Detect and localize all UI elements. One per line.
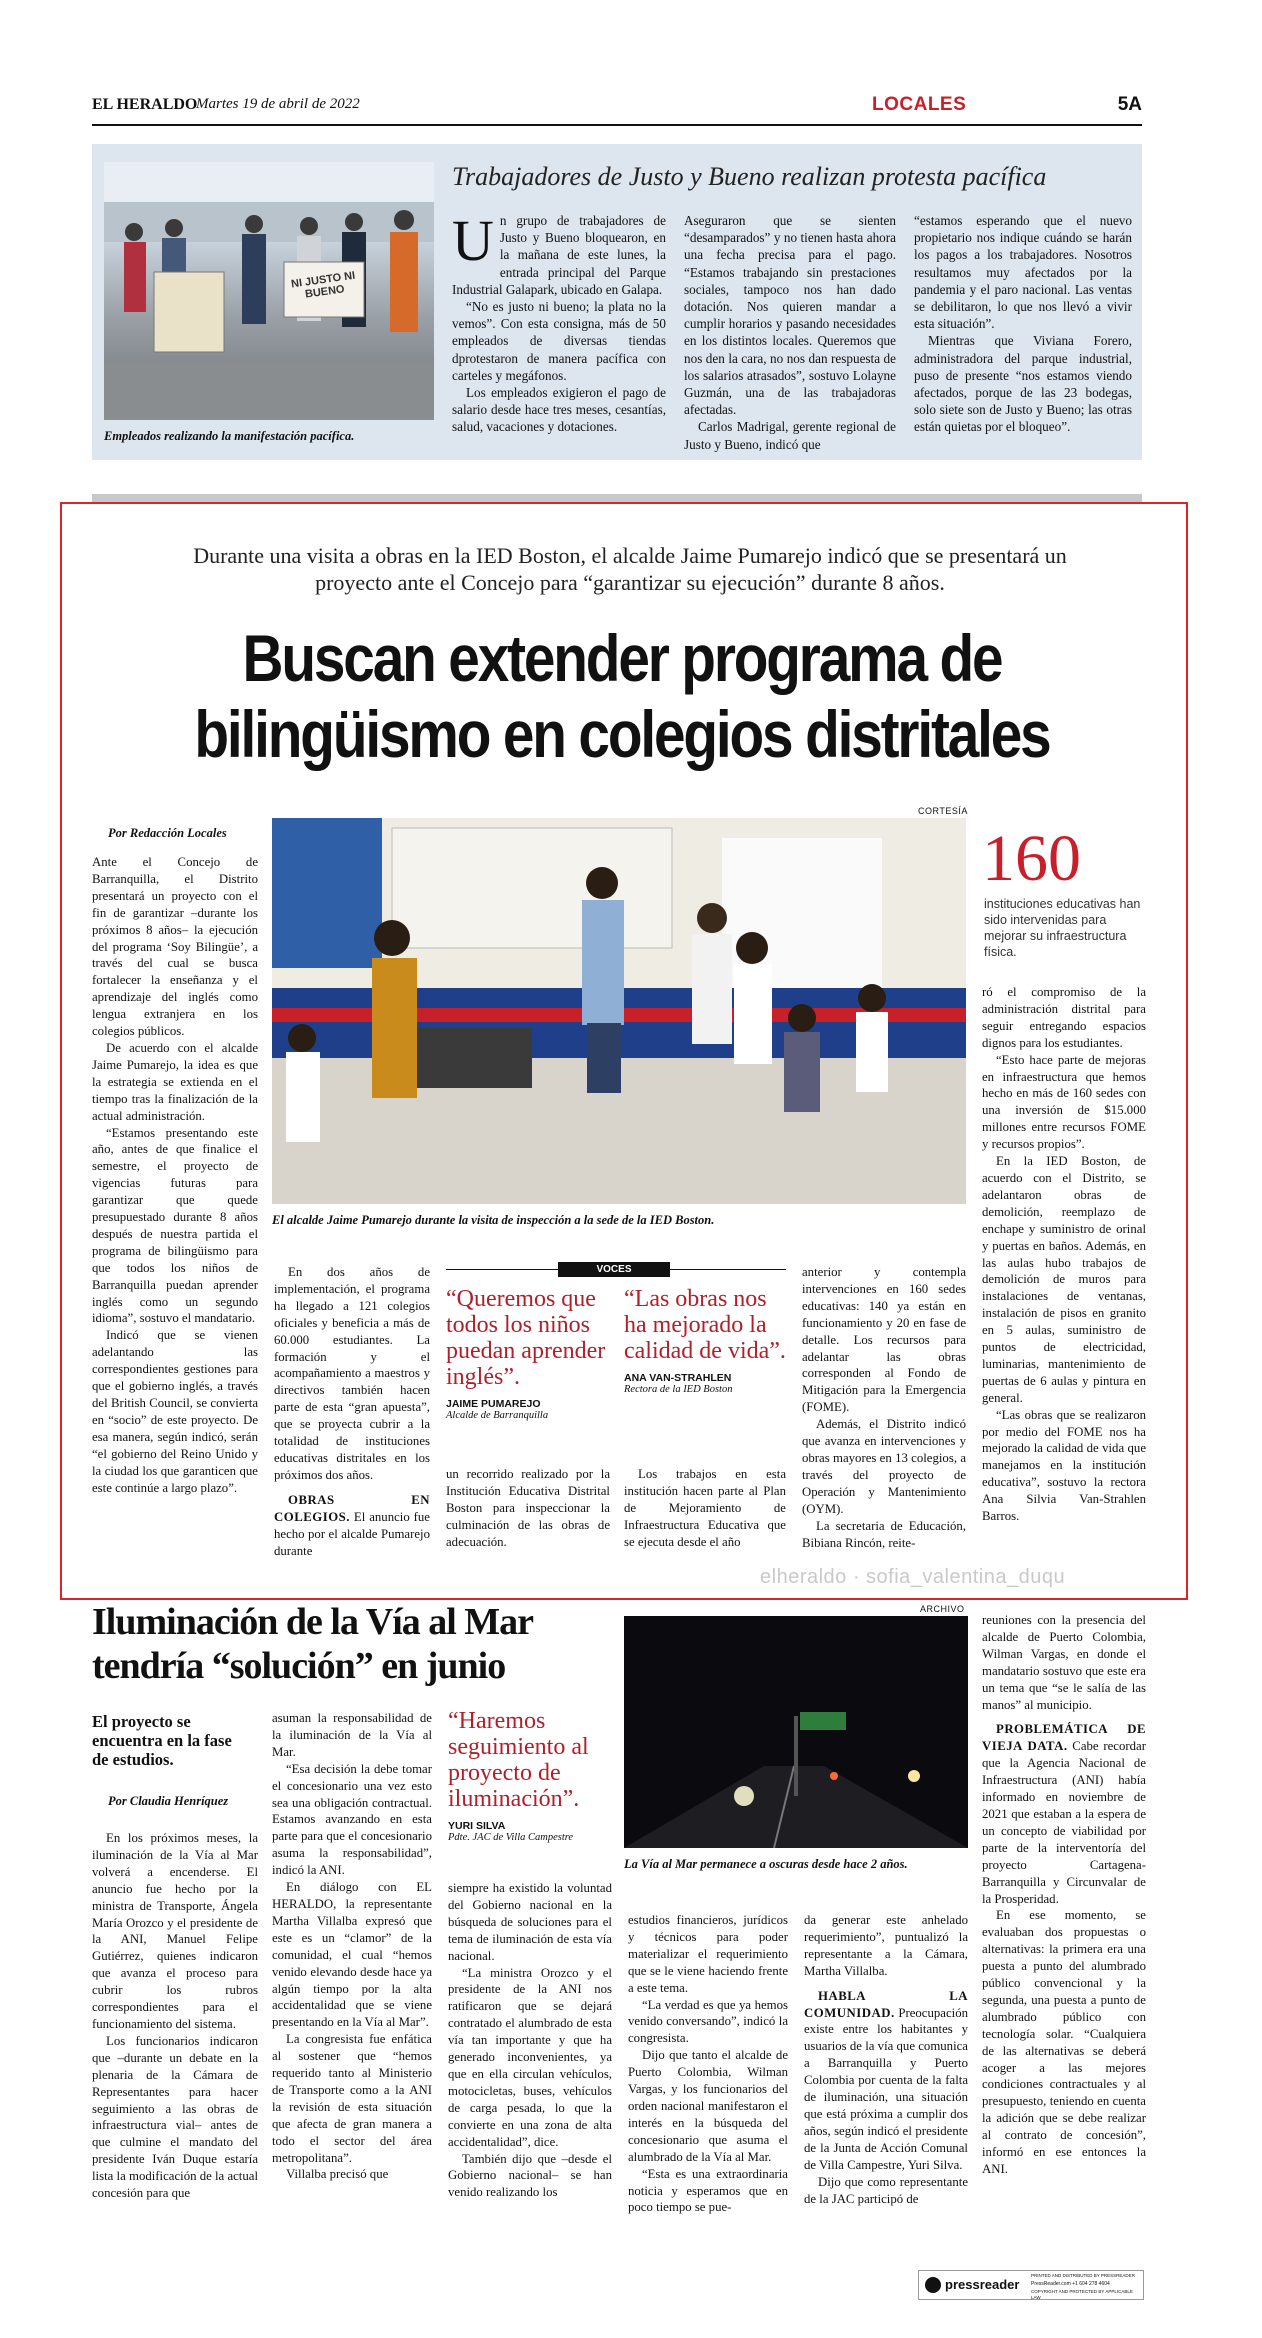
- paragraph: En dos años de implementación, el programa ha llegado a 121 colegios oficiales y beneficia a más de 60.000 estudiantes. La formación y el acompañamiento a maestros y directivos también hacen parte de esta “gran apuesta”, que se proyecta cubrir a la totalidad de instituciones educativas distritales en los próximos dos años.: [274, 1265, 430, 1482]
- paragraph: También dijo que –desde el Gobierno nacional– se han venido realizando los: [448, 2151, 612, 2200]
- quote-1-text: “Queremos que todos los niños puedan aprender inglés”.: [446, 1286, 606, 1390]
- bottom-col-6: [982, 1612, 1146, 2178]
- paragraph: En ese momento, se evaluaban dos propuestas o alternativas: la primera era una puesta a punto del alumbrado público convencional y la segunda, una puesta a punto de alumbrado público con tecnología solar. “Cualquiera de las alternativas se deberá acoger a las mejores condiciones contractuales y al presupuesto, teniendo en cuenta la adición que se debe realizar al contrato de concesión”, informó en ese entonces la ANI.: [982, 1908, 1146, 2176]
- subhead-text: Preocupación existe entre los habitantes y usuarios de la vía que comunica a Barranquilla y Puerto Colombia por cuenta de la falta de iluminación, una situación que está próxima a cumplir dos años, según indicó el presidente de la Junta de Acción Comunal de Villa Campestre, Yuri Silva.: [804, 2005, 968, 2172]
- paragraph: La secretaria de Educación, Bibiana Rincón, reite-: [802, 1518, 966, 1550]
- quote-1-role: Alcalde de Barranquilla: [446, 1410, 549, 1421]
- quote-2: [624, 1286, 786, 1395]
- watermark: elheraldo · sofia_valentina_duqu: [760, 1566, 1066, 1588]
- bottom-col-2: [272, 1710, 432, 2183]
- top-col-1: [452, 208, 666, 436]
- top-col-2: [684, 212, 896, 453]
- paragraph: Los empleados exigieron el pago de salario desde hace tres meses, cesantías, salud, vacaciones y dotaciones.: [452, 385, 666, 435]
- subhead: HABLA LA COMUNIDAD.: [804, 1988, 968, 2020]
- subhead-text: Cabe recordar que la Agencia Nacional de Infraestructura (ANI) había informado en noviembre de 2021 que estaban a la espera de un concepto de viabilidad por parte de la interventoría del proyecto Cartagena-Barranquilla y Circunvalar de la Prosperidad.: [982, 1739, 1146, 1906]
- school-visit-photo: [272, 818, 966, 1204]
- stat-number: 160: [982, 822, 1081, 895]
- paragraph: ró el compromiso de la administración distrital para seguir entregando espacios dignos para los estudiantes.: [982, 985, 1146, 1050]
- paragraph: “Estamos presentando este año, antes de que finalice el semestre, el proyecto de vigencias futuras para garantizar que quede presupuestado durante 8 años después de nuestra partida el programa de bilingüismo para que todos los niños de Barranquilla puedan aprender inglés como un segundo idioma”, sostuvo el mandatario.: [92, 1125, 258, 1326]
- paragraph: En diálogo con EL HERALDO, la representante Martha Villalba expresó que este es un “clamor” de la comunidad, el cual “hemos venido elevando desde hace ya algún tiempo por la alta accidentalidad que se viene presentando en la Vía al Mar”.: [272, 1880, 432, 2030]
- paragraph: [274, 1492, 430, 1560]
- newspaper-name: EL HERALDO: [92, 96, 198, 113]
- subhead-text: El anuncio fue hecho por el alcalde Pumarejo durante: [274, 1509, 430, 1558]
- main-col-6: [982, 984, 1146, 1525]
- protest-sign-text: NI JUSTO NI BUENO: [290, 269, 356, 301]
- main-headline-2: bilingüismo en colegios distritales: [194, 697, 1050, 771]
- paragraph: [982, 1721, 1146, 1907]
- paragraph: estudios financieros, jurídicos y técnicos para poder materializar el requerimiento que se le viene haciendo frente a este tema.: [628, 1913, 788, 1995]
- main-byline: Por Redacción Locales: [108, 826, 227, 840]
- quote-2-text: “Las obras nos ha mejorado la calidad de vida”.: [624, 1286, 786, 1364]
- paragraph: “La ministra Orozco y el presidente de la ANI nos ratificaron que se dejará contratado el alumbrado de esta vía tan importante y que ha generado inconvenientes, ya que en ella circulan vehículos, motocicletas, buses, vehículos de carga pesada, lo que la convierte en una zona de alta accidentalidad”, dice.: [448, 1965, 612, 2149]
- quote-2-role: Rectora de la IED Boston: [624, 1384, 733, 1395]
- paragraph: n grupo de trabajadores de Justo y Bueno bloquearon, en la mañana de este lunes, la entrada principal del Parque Industrial Galapark, ubicado en Galapa.: [452, 213, 666, 297]
- paragraph: Ante el Concejo de Barranquilla, el Distrito presentará un proyecto con el fin de garantizar –durante los próximos 8 años– la ejecución del programa ‘Soy Bilingüe’, a través del cual se busca fortalecer la enseñanza y el aprendizaje del inglés como lengua extranjera en los colegios públicos.: [92, 855, 258, 1039]
- main-col-1: [92, 854, 258, 1496]
- quote-1-name: JAIME PUMAREJO: [446, 1398, 541, 1410]
- classroom-illustration: [272, 818, 966, 1204]
- paragraph: “Las obras que se realizaron por medio del FOME nos ha mejorado la calidad de vida que manejamos en la institución educativa”, sostuvo la rectora Ana Silvia Van-Strahlen Barros.: [982, 1407, 1146, 1524]
- printed-note: PRINTED AND DISTRIBUTED BY PRESSREADER: [1031, 2273, 1135, 2278]
- bottom-photo-credit: ARCHIVO: [920, 1604, 965, 1614]
- paragraph: Mientras que Viviana Forero, administradora del parque industrial, puso de presente “nos estamos viendo afectados, porque de las 23 bodegas, solo siete son de Justo y Bueno; las otras están quietas por el bloqueo”.: [914, 333, 1132, 435]
- paragraph: reuniones con la presencia del alcalde de Puerto Colombia, Wilman Vargas, en donde el mandatario sostuvo que este era un tema que “se le salía de las manos” al municipio.: [982, 1613, 1146, 1712]
- paragraph: Aseguraron que se sienten “desamparados” y no tienen hasta ahora una fecha precisa para el pago. “Estamos trabajando sin prestaciones sociales, tampoco nos han dado dotación. Nos quieren mandar a cumplir horarios y pasando necesidades en los distintos locales. Queremos que nos den la cara, no nos dan respuesta de los salarios atrasados”, sostuvo Lolayne Guzmán, una de las trabajadoras afectadas.: [684, 213, 896, 418]
- paragraph: “No es justo ni bueno; la plata no la vemos”. Con esta consigna, más de 50 empleados de diversas tiendas dprotestaron de manera pacífica con carteles y megáfonos.: [452, 299, 666, 383]
- issue-date: Martes 19 de abril de 2022: [196, 96, 360, 112]
- photo-credit: CORTESÍA: [918, 806, 968, 816]
- bottom-headline-2: tendría “solución” en junio: [92, 1645, 506, 1687]
- masthead-bar: [92, 96, 1142, 122]
- paragraph: “Esta es una extraordinaria noticia y esperamos que en poco tiempo se pue-: [628, 2166, 788, 2215]
- bottom-byline: Por Claudia Henríquez: [108, 1794, 229, 1808]
- quote-1: [446, 1286, 611, 1421]
- paragraph: Dijo que como representante de la JAC participó de: [804, 2174, 968, 2206]
- bottom-headline-1: Iluminación de la Vía al Mar: [92, 1601, 534, 1643]
- header-rule: [92, 124, 1142, 126]
- paragraph: [804, 1988, 968, 2174]
- section-name: LOCALES: [872, 94, 967, 115]
- voces-label: VOCES: [558, 1262, 670, 1277]
- paragraph: siempre ha existido la voluntad del Gobierno nacional en la búsqueda de soluciones para el tema de iluminación de esta vía nacional.: [448, 1881, 612, 1963]
- bottom-quote-name: YURI SILVA: [448, 1820, 506, 1832]
- paragraph: “estamos esperando que el nuevo propietario nos indique cuándo se harán los pagos a los trabajadores. Nosotros resultamos muy afectados por la pandemia y el paro nacional. Las ventas se debilitaron, lo que nos llevó a vivir esta situación”.: [914, 213, 1132, 332]
- pressreader-icon: [925, 2277, 941, 2293]
- page-number: 5A: [1117, 94, 1142, 115]
- main-col-5: [802, 1264, 966, 1551]
- main-deck: Durante una visita a obras en la IED Boston, el alcalde Jaime Pumarejo indicó que se presentará un proyecto ante el Concejo para “garantizar su ejecución” durante 8 años.: [193, 543, 1067, 595]
- bottom-col-3: [448, 1880, 612, 2201]
- stat-text: instituciones educativas han sido intervenidas para mejorar su infraestructura física.: [984, 897, 1141, 959]
- paragraph: La congresista fue enfática al sostener que “hemos requerido tanto al Ministerio de Transporte como a la ANI la revisión de esta situación que afecta de gran manera a todo el sector del área metropolitana”.: [272, 2032, 432, 2165]
- bottom-quote: [448, 1708, 608, 1843]
- main-col-4: [624, 1466, 786, 1551]
- voces-box: [446, 1262, 786, 1421]
- night-road-illustration: [624, 1616, 968, 1848]
- copyright-note: COPYRIGHT AND PROTECTED BY APPLICABLE LAW: [1031, 2289, 1133, 2300]
- paragraph: “La verdad es que ya hemos venido conversando”, indicó la congresista.: [628, 1997, 788, 2046]
- paragraph: Carlos Madrigal, gerente regional de Justo y Bueno, indicó que: [684, 419, 896, 452]
- paragraph: En la IED Boston, de acuerdo con el Distrito, se adelantaron obras de demolición, reemplazo de enchape y suministro de orinal y puertas en baños. Además, en las aulas hubo trabajos de demolición de muros para instalaciones de ventanas, instalación de pisos en granito en 5 aulas, suministro de puntos de electricidad, luminarias, mantenimiento de puertas de 6 aulas y pintura en general.: [982, 1154, 1146, 1405]
- protest-photo: [104, 162, 434, 420]
- paragraph: En los próximos meses, la iluminación de la Vía al Mar volverá a encenderse. El anuncio fue hecho por la ministra de Transporte, Ángela María Orozco y el presidente de la ANI, Manuel Felipe Gutiérrez, quienes indicaron que avanza el proceso para cubrir los rubros correspondientes para el funcionamiento del sistema.: [92, 1831, 258, 2031]
- paragraph: Los funcionarios indicaron que –durante un debate en la plenaria de la Cámara de Representantes para hacer seguimiento a las obras de infraestructura vial– antes de que culmine el mandato del presidente Iván Duque estaría lista la modificación de la actual concesión para que: [92, 2033, 258, 2201]
- main-col-2: [274, 1264, 430, 1559]
- paragraph: De acuerdo con el alcalde Jaime Pumarejo, la idea es que la estrategia se extienda en el tiempo tras la finalización de la actual administración.: [92, 1040, 258, 1123]
- paragraph: asuman la responsabilidad de la iluminación de la Vía al Mar.: [272, 1711, 432, 1759]
- paragraph: Dijo que tanto el alcalde de Puerto Colombia, Wilman Vargas, y los funcionarios del orden nacional manifestaron el interés en la búsqueda del concesionario que asuma el alumbrado de la Vía al Mar.: [628, 2048, 788, 2164]
- paragraph: Los trabajos en esta institución hacen parte al Plan de Mejoramiento de Infraestructura Educativa que se ejecuta desde el año: [624, 1467, 786, 1549]
- quote-2-name: ANA VAN-STRAHLEN: [624, 1372, 732, 1384]
- paragraph: “Esa decisión la debe tomar el concesionario una vez esto sea una obligación contractual. Estamos avanzando en esta parte para que el concesionario asuma la responsabilidad”, indicó la ANI.: [272, 1761, 432, 1878]
- subhead: OBRAS EN COLEGIOS.: [274, 1492, 430, 1524]
- road-night-photo: [624, 1616, 968, 1848]
- pressreader-badge[interactable]: [918, 2270, 1144, 2300]
- main-photo-caption: El alcalde Jaime Pumarejo durante la visita de inspección a la sede de la IED Boston.: [272, 1213, 715, 1227]
- bottom-col-4: [628, 1912, 788, 2216]
- paragraph: Villalba precisó que: [286, 2167, 389, 2182]
- bottom-deck: El proyecto se encuentra en la fase de estudios.: [92, 1712, 232, 1769]
- contact-note: PressReader.com +1 604 278 4604: [1031, 2281, 1110, 2287]
- main-col-3: [446, 1466, 610, 1551]
- paragraph: un recorrido realizado por la Institución Educativa Distrital Boston para inspeccionar la culminación de las obras de adecuación.: [446, 1467, 610, 1549]
- section-divider: [92, 494, 1142, 502]
- paragraph: “Esto hace parte de mejoras en infraestructura que hemos hecho en más de 160 sedes con una inversión de $15.000 millones entre recursos FOME y recursos propios”.: [982, 1052, 1146, 1152]
- bottom-col-5: [804, 1912, 968, 2207]
- top-photo-caption: Empleados realizando la manifestación pacífica.: [104, 429, 355, 443]
- dropcap: U: [452, 208, 494, 273]
- pressreader-brand: pressreader: [945, 2277, 1020, 2292]
- bottom-quote-role: Pdte. JAC de Villa Campestre: [448, 1832, 574, 1843]
- bottom-col-1: [92, 1830, 258, 2202]
- top-story-title: Trabajadores de Justo y Bueno realizan protesta pacífica: [452, 162, 1047, 191]
- paragraph: Indicó que se vienen adelantando las correspondientes gestiones para que el gobierno inglés, a través del British Council, se convierta en “socio” de este proyecto. De esa manera, según indicó, serán “el gobierno del Reino Unido y la ciudad los que garanticen que este continúe a largo plazo”.: [92, 1328, 258, 1495]
- subhead: PROBLEMÁTICA DE VIEJA DATA.: [982, 1722, 1146, 1754]
- bottom-quote-text: “Haremos seguimiento al proyecto de iluminación”.: [448, 1708, 589, 1812]
- protest-illustration: [104, 162, 434, 420]
- main-headline-1: Buscan extender programa de: [242, 621, 1002, 695]
- paragraph: da generar este anhelado requerimiento”, puntualizó la representante a la Cámara, Martha Villalba.: [804, 1913, 968, 1978]
- top-col-3: [914, 212, 1132, 436]
- paragraph: anterior y contempla intervenciones en 160 sedes educativas: 140 ya están en funcionamiento y 20 en fase de detalle. Los recursos para adelantar las obras corresponden al Fondo de Mitigación para la Emergencia (FOME).: [802, 1265, 966, 1415]
- bottom-photo-caption: La Vía al Mar permanece a oscuras desde hace 2 años.: [624, 1857, 908, 1871]
- paragraph: Además, el Distrito indicó que avanza en intervenciones y obras mayores en 13 colegios, a través del proyecto de Operación y Mantenimiento (OYM).: [802, 1417, 966, 1516]
